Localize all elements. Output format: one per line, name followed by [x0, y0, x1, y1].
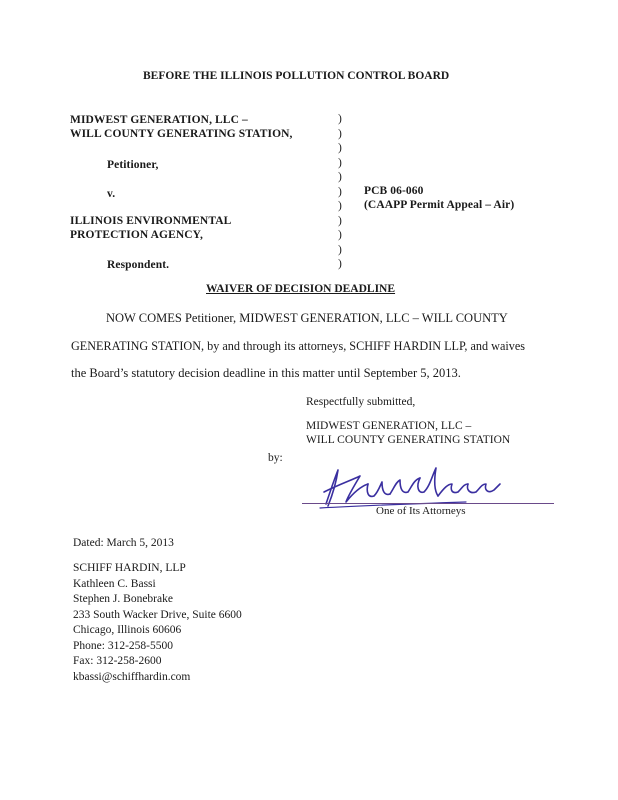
dated-line: Dated: March 5, 2013 — [73, 537, 174, 549]
firm-city: Chicago, Illinois 60606 — [73, 624, 182, 636]
paren: ) — [338, 229, 342, 241]
paren: ) — [338, 214, 342, 227]
respondent-name-line1: ILLINOIS ENVIRONMENTAL — [70, 215, 232, 227]
firm-name: SCHIFF HARDIN, LLP — [73, 562, 186, 574]
versus-label: v. — [107, 188, 116, 200]
board-title: BEFORE THE ILLINOIS POLLUTION CONTROL BOARD — [143, 70, 450, 82]
paren: ) — [338, 171, 342, 183]
firm-email: kbassi@schiffhardin.com — [73, 670, 191, 683]
case-type: (CAAPP Permit Appeal – Air) — [364, 199, 515, 211]
closing-text: Respectfully submitted, — [306, 396, 416, 408]
respondent-label: Respondent. — [107, 259, 170, 271]
caption-parentheses — [338, 112, 348, 272]
petitioner-name-line2: WILL COUNTY GENERATING STATION, — [70, 128, 293, 140]
body-line-2: GENERATING STATION, by and through its attorneys, SCHIFF HARDIN LLP, and waives — [71, 339, 525, 353]
party-line-1: MIDWEST GENERATION, LLC – — [306, 420, 472, 432]
paren: ) — [338, 113, 342, 125]
attorney-name: Stephen J. Bonebrake — [73, 593, 173, 605]
paren: ) — [338, 127, 342, 140]
attorney-name: Kathleen C. Bassi — [73, 577, 156, 590]
body-line-3: the Board’s statutory decision deadline in this matter until September 5, 2013. — [71, 366, 461, 380]
case-number: PCB 06-060 — [364, 185, 424, 197]
paren: ) — [338, 156, 342, 169]
firm-contact-block — [73, 561, 242, 685]
petitioner-name-line1: MIDWEST GENERATION, LLC – — [70, 114, 248, 126]
firm-phone: Phone: 312-258-5500 — [73, 639, 173, 652]
signature-line — [302, 503, 554, 504]
paren: ) — [338, 185, 342, 198]
body-line-1: NOW COMES Petitioner, MIDWEST GENERATION, LLC – WILL COUNTY — [106, 311, 508, 325]
firm-address: 233 South Wacker Drive, Suite 6600 — [73, 608, 242, 621]
respondent-name-line2: PROTECTION AGENCY, — [70, 229, 204, 241]
paren: ) — [338, 200, 342, 212]
document-title: WAIVER OF DECISION DEADLINE — [206, 283, 396, 295]
signer-caption: One of Its Attorneys — [376, 505, 466, 517]
by-label: by: — [268, 452, 283, 464]
firm-fax: Fax: 312-258-2600 — [73, 655, 162, 667]
party-line-2: WILL COUNTY GENERATING STATION — [306, 434, 511, 446]
paren: ) — [338, 142, 342, 154]
petitioner-label: Petitioner, — [107, 159, 159, 171]
paren: ) — [338, 258, 342, 270]
paren: ) — [338, 243, 342, 256]
